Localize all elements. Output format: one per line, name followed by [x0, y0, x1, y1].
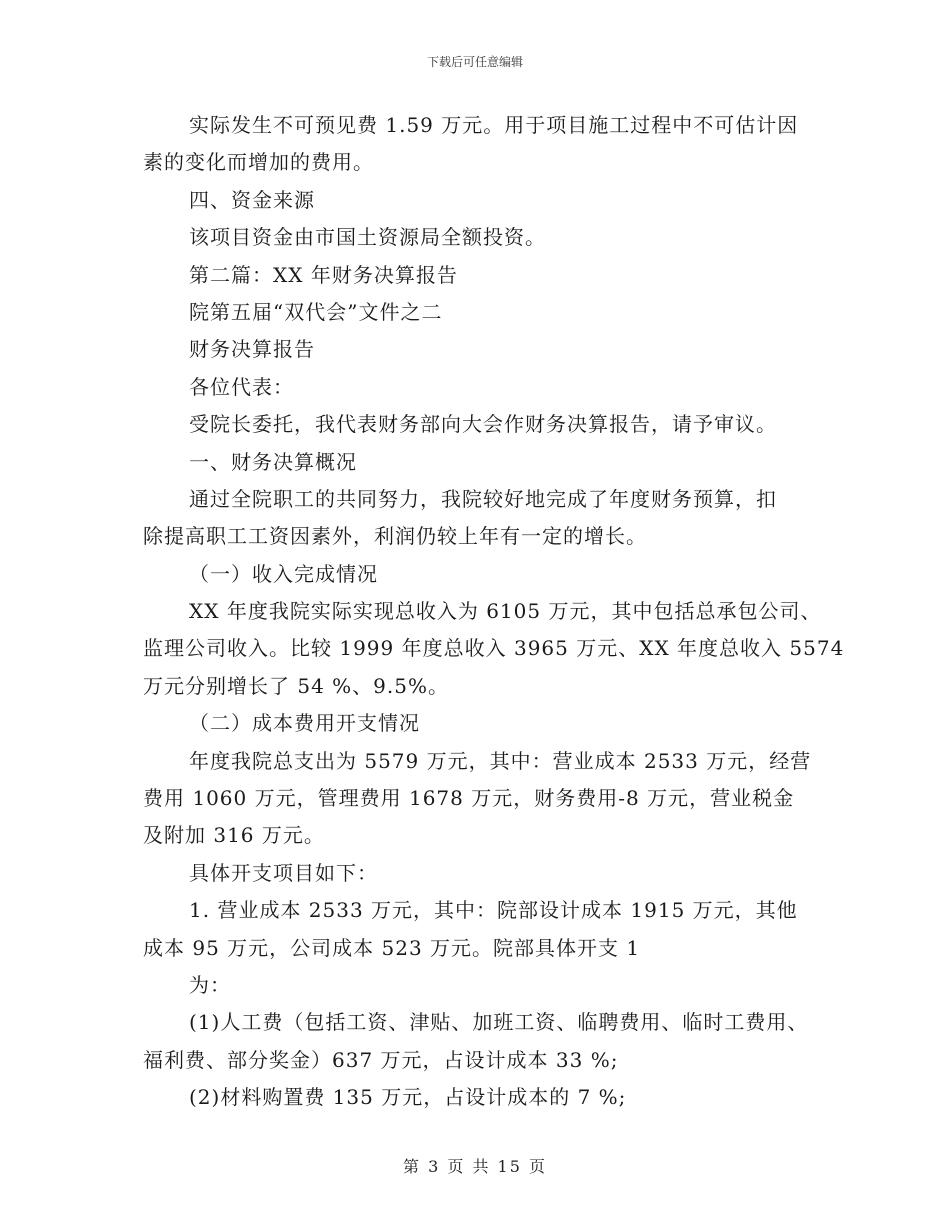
text-line: 各位代表： — [189, 374, 294, 399]
header-note: 下载后可任意编辑 — [426, 55, 523, 69]
text-line: 第二篇：XX 年财务决算报告 — [189, 262, 458, 287]
text-line: (1)人工费（包括工资、津贴、加班工资、临聘费用、临时工费用、 — [189, 1010, 809, 1035]
page-number-footer: 第 3 页 共 15 页 — [403, 1157, 547, 1176]
text-line: 为： — [189, 972, 231, 997]
text-line: 四、资金来源 — [189, 187, 315, 212]
text-line: （二）成本费用开支情况 — [189, 711, 420, 736]
text-line: XX 年度我院实际实现总收入为 6105 万元，其中包括总承包公司、 — [189, 599, 822, 624]
text-line: 监理公司收入。比较 1999 年度总收入 3965 万元、XX 年度总收入 5574 — [143, 636, 845, 661]
text-line: 及附加 316 万元。 — [143, 823, 325, 848]
text-line: (2)材料购置费 135 万元，占设计成本的 7 %; — [189, 1085, 627, 1110]
text-line: 福利费、部分奖金）637 万元，占设计成本 33 %; — [143, 1047, 619, 1072]
text-line: 财务决算报告 — [189, 337, 315, 362]
text-line: 素的变化而增加的费用。 — [143, 150, 374, 175]
text-line: 该项目资金由市国土资源局全额投资。 — [189, 225, 546, 250]
text-line: 费用 1060 万元，管理费用 1678 万元，财务费用-8 万元，营业税金 — [143, 786, 795, 811]
text-line: 年度我院总支出为 5579 万元，其中：营业成本 2533 万元，经营 — [189, 748, 812, 773]
document-body — [143, 107, 845, 1117]
text-line: 受院长委托，我代表财务部向大会作财务决算报告，请予审议。 — [189, 412, 777, 437]
text-line: 除提高职工工资因素外，利润仍较上年有一定的增长。 — [143, 524, 647, 549]
text-line: 一、财务决算概况 — [189, 449, 357, 474]
text-line: （一）收入完成情况 — [189, 561, 378, 586]
text-line: 院第五届“双代会”文件之二 — [189, 299, 443, 324]
text-line: 实际发生不可预见费 1.59 万元。用于项目施工过程中不可估计因 — [189, 113, 799, 137]
text-line: 成本 95 万元，公司成本 523 万元。院部具体开支 1 — [143, 935, 641, 960]
text-line: 通过全院职工的共同努力，我院较好地完成了年度财务预算，扣 — [189, 486, 777, 511]
text-line: 具体开支项目如下： — [189, 860, 378, 885]
text-line: 1. 营业成本 2533 万元，其中：院部设计成本 1915 万元，其他 — [189, 898, 798, 923]
text-line: 万元分别增长了 54 %、9.5%。 — [143, 673, 449, 698]
